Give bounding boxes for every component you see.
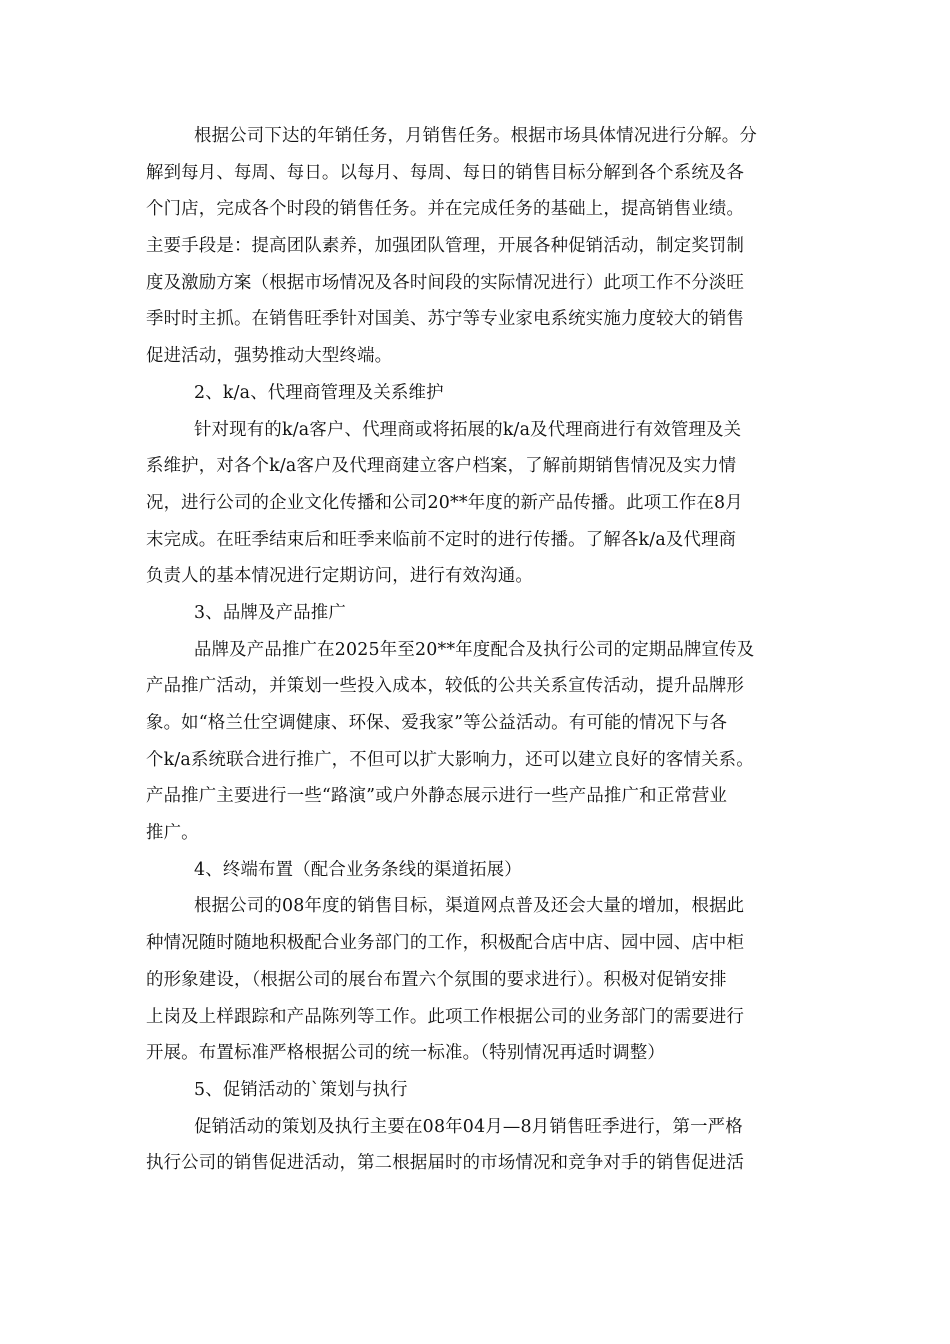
paragraph-line: 个门店，完成各个时段的销售任务。并在完成任务的基础上，提高销售业绩。	[146, 199, 745, 220]
paragraph-line: 主要手段是：提高团队素养，加强团队管理，开展各种促销活动，制定奖罚制	[146, 236, 745, 257]
paragraph-line: 促销活动的策划及执行主要在08年04月—8月销售旺季进行，第一严格	[194, 1116, 743, 1137]
paragraph-line: 执行公司的销售促进活动，第二根据届时的市场情况和竞争对手的销售促进活	[146, 1153, 745, 1174]
section-heading: 4、终端布置（配合业务条线的渠道拓展）	[194, 859, 522, 880]
paragraph-line: 开展。布置标准严格根据公司的统一标准。（特别情况再适时调整）	[146, 1043, 666, 1064]
paragraph-line: 针对现有的k/a客户、代理商或将拓展的k/a及代理商进行有效管理及关	[194, 419, 742, 440]
paragraph-line: 象。如“格兰仕空调健康、环保、爱我家”等公益活动。有可能的情况下与各	[146, 713, 728, 733]
paragraph-line: 的形象建设，（根据公司的展台布置六个氛围的要求进行）。积极对促销安排	[146, 969, 727, 990]
paragraph-line: 促进活动，强势推动大型终端。	[146, 346, 393, 367]
paragraph-line: 况，进行公司的企业文化传播和公司20**年度的新产品传播。此项工作在8月	[146, 492, 743, 513]
paragraph-line: 个k/a系统联合进行推广，不但可以扩大影响力，还可以建立良好的客情关系。	[146, 749, 754, 770]
paragraph-line: 负责人的基本情况进行定期访问，进行有效沟通。	[146, 566, 533, 587]
paragraph-line: 产品推广主要进行一些“路演”或户外静态展示进行一些产品推广和正常营业	[146, 786, 728, 807]
paragraph-line: 推广。	[146, 823, 199, 844]
paragraph-line: 种情况随时随地积极配合业务部门的工作，积极配合店中店、园中园、店中柜	[146, 933, 745, 954]
paragraph-line: 品牌及产品推广在2025年至20**年度配合及执行公司的定期品牌宣传及	[194, 639, 755, 660]
paragraph-line: 根据公司下达的年销任务，月销售任务。根据市场具体情况进行分解。分	[194, 126, 757, 146]
paragraph-line: 上岗及上样跟踪和产品陈列等工作。此项工作根据公司的业务部门的需要进行	[146, 1006, 745, 1027]
paragraph-line: 系维护，对各个k/a客户及代理商建立客户档案，了解前期销售情况及实力情	[146, 456, 737, 477]
section-heading: 3、品牌及产品推广	[194, 602, 346, 623]
paragraph-line: 末完成。在旺季结束后和旺季来临前不定时的进行传播。了解各k/a及代理商	[146, 529, 737, 550]
document-body	[146, 118, 806, 1182]
section-heading: 2、k/a、代理商管理及关系维护	[194, 382, 444, 403]
paragraph-line: 根据公司的08年度的销售目标，渠道网点普及还会大量的增加，根据此	[194, 896, 745, 917]
paragraph-line: 产品推广活动，并策划一些投入成本，较低的公共关系宣传活动，提升品牌形	[146, 676, 745, 697]
paragraph-line: 季时时主抓。在销售旺季针对国美、苏宁等专业家电系统实施力度较大的销售	[146, 309, 745, 330]
paragraph-line: 解到每月、每周、每日。以每月、每周、每日的销售目标分解到各个系统及各	[146, 162, 745, 183]
section-heading: 5、促销活动的`策划与执行	[194, 1079, 408, 1100]
paragraph-line: 度及激励方案（根据市场情况及各时间段的实际情况进行）此项工作不分淡旺	[146, 272, 745, 293]
